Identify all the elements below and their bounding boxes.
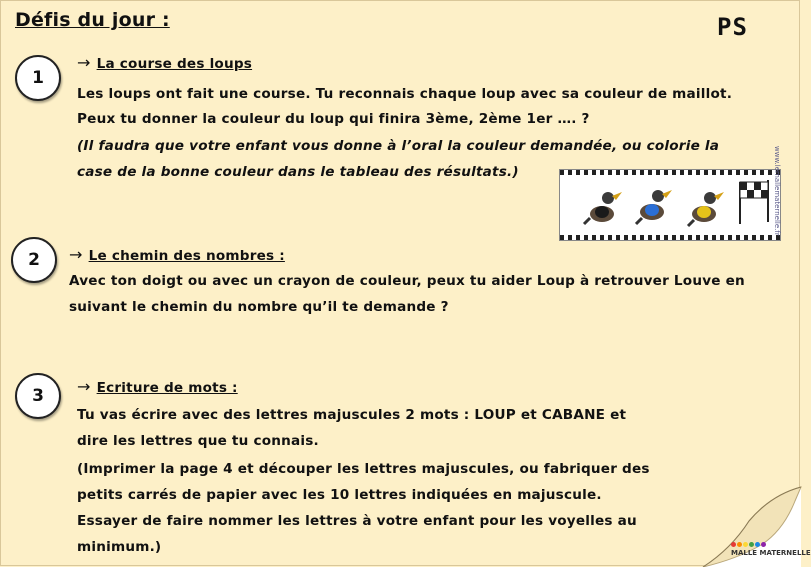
- challenge-3-heading: [77, 377, 238, 396]
- logo-dots: [731, 541, 811, 549]
- challenge-2-line: Avec ton doigt ou avec un crayon de couleur, peux tu aider Loup à retrouver Louve en: [69, 273, 745, 289]
- challenge-1-line: Peux tu donner la couleur du loup qui finira 3ème, 2ème 1er …. ?: [77, 111, 590, 127]
- challenge-1-line: case de la bonne couleur dans le tableau des résultats.): [77, 164, 519, 180]
- level-label: PS: [717, 13, 748, 41]
- challenge-1-line: Les loups ont fait une course. Tu reconnais chaque loup avec sa couleur de maillot.: [77, 86, 733, 102]
- challenge-3-title: Ecriture de mots :: [96, 380, 238, 396]
- logo-text: MALLE MATERNELLE: [731, 549, 811, 557]
- challenge-3-line: Tu vas écrire avec des lettres majuscules 2 mots : LOUP et CABANE et: [77, 407, 627, 423]
- challenge-3-number: 3: [15, 373, 61, 419]
- arrow-right-icon: →: [77, 53, 91, 72]
- wolves-race-illustration: [559, 169, 781, 241]
- challenge-2-heading: [69, 245, 285, 264]
- page-title: Défis du jour :: [15, 9, 170, 31]
- challenge-1-title: La course des loups: [96, 56, 253, 72]
- challenge-1-number: 1: [15, 55, 61, 101]
- website-watermark: www.lemallematernelle.fr: [773, 146, 781, 236]
- challenge-3-line: petits carrés de papier avec les 10 lettres indiquées en majuscule.: [77, 487, 602, 503]
- challenge-3-line: minimum.): [77, 539, 162, 555]
- challenge-2-title: Le chemin des nombres :: [88, 248, 285, 264]
- challenge-3-line: Essayer de faire nommer les lettres à votre enfant pour les voyelles au: [77, 513, 637, 529]
- challenge-3-line: dire les lettres que tu connais.: [77, 433, 319, 449]
- challenge-3-line: (Imprimer la page 4 et découper les lettres majuscules, ou fabriquer des: [77, 461, 650, 477]
- arrow-right-icon: →: [69, 245, 83, 264]
- challenge-2-line: suivant le chemin du nombre qu’il te demande ?: [69, 299, 449, 315]
- challenge-1-heading: [77, 53, 252, 72]
- finish-flag-icon: [740, 180, 768, 224]
- challenge-2-number: 2: [11, 237, 57, 283]
- brand-logo: [731, 541, 811, 557]
- wolves-icon: [560, 170, 780, 240]
- challenge-1-line: (Il faudra que votre enfant vous donne à l’oral la couleur demandée, ou colorie la: [77, 138, 720, 154]
- arrow-right-icon: →: [77, 377, 91, 396]
